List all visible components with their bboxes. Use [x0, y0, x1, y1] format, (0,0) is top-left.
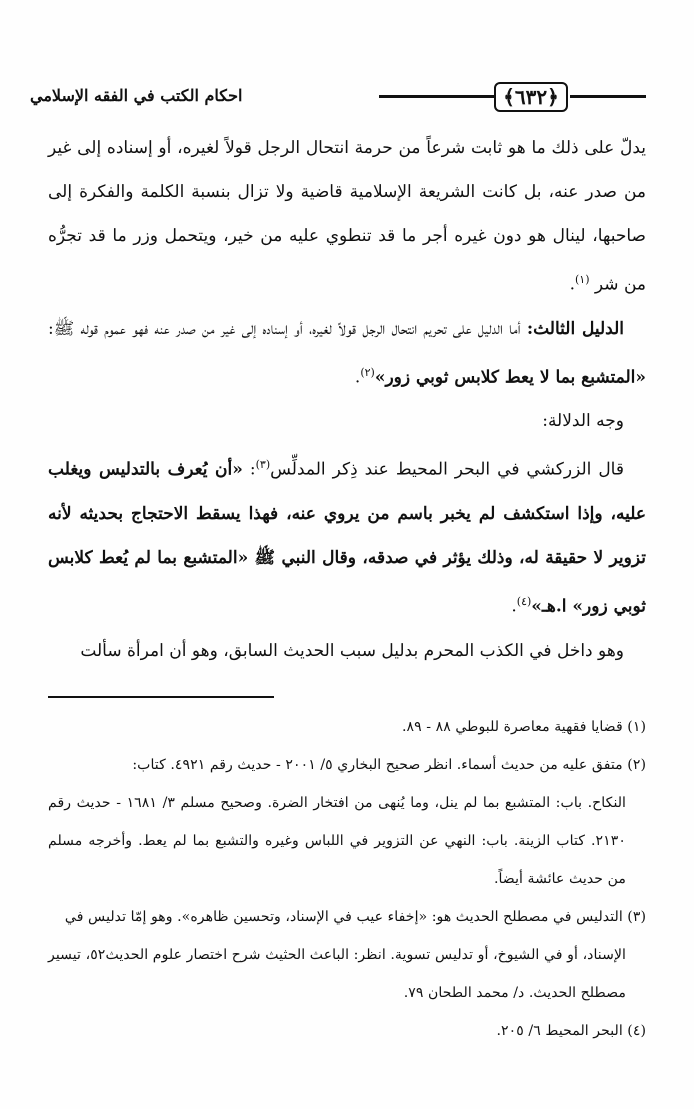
main-text [48, 126, 646, 673]
footnote-3-continued: الإسناد، أو في الشيوخ، أو تدليس تسوية. انظر: الباعث الحثيث شرح اختصار علوم الحديث٥٢، تيسير مصطلح الحديث. د/ محمد الطحان ٧٩. [48, 947, 626, 1001]
footnote-4: (٤) البحر المحيط ٦/ ٢٠٥. [496, 1023, 646, 1039]
paragraph-4-text: قال الزركشي في البحر المحيط عند ذِكر المدلِّس [270, 459, 624, 480]
paragraph-4-end: . [511, 596, 517, 617]
footnote-1: (١) قضايا فقهية معاصرة للبوطي ٨٨ - ٨٩. [402, 719, 646, 735]
paragraph-2 [48, 307, 646, 400]
paragraph-3: وجه الدلالة: [542, 411, 624, 432]
footnote-ref-4: (٤) [516, 594, 532, 608]
footnote-2-continued: النكاح. باب: المتشبع بما لم ينل، وما يُنهى من افتخار الضرة. وصحيح مسلم ٣/ ١٦٨١ - حديث رقم ٢١٣٠. كتاب الزينة. باب: النهي عن التزوير في اللباس وغيره والتشبع بما لم يعط. وأخرجه مسلم من حديث عائشة أيضاً. [48, 795, 626, 887]
paragraph-2-end: . [354, 367, 361, 388]
footnotes [48, 708, 646, 1050]
hadith-quote: «المتشبع بما لا يعط كلابس ثوبي زور» [374, 367, 646, 388]
page-number: ﴿٦٣٢﴾ [494, 82, 568, 112]
paragraph-4-colon: : [242, 459, 256, 480]
paragraph-4 [48, 443, 646, 628]
footnote-ref-2: (٢) [360, 365, 375, 379]
third-evidence-heading: الدليل الثالث: [526, 318, 624, 339]
running-header [30, 78, 646, 118]
book-title: احكام الكتب في الفقه الإسلامي [30, 86, 243, 105]
header-rule-middle [379, 95, 494, 98]
footnote-ref-1: (١) [575, 273, 590, 286]
footnote-separator [48, 696, 274, 698]
paragraph-1-end: . [569, 274, 575, 295]
footnote-ref-3: (٣) [255, 458, 271, 472]
header-rule-right [570, 95, 646, 98]
paragraph-1-text: يدلّ على ذلك ما هو ثابت شرعاً من حرمة انتحال الرجل قولاً لغيره، أو إسناده إلى غير من صدر عنه، بل كانت الشريعة الإسلامية قاضية ولا تزال بنسبة الكلمة والفكرة إلى صاحبها، لينال هو دون غيره أجر ما قد تنطوي عليه من خير، ويتحمل وزر ما قد تجرُّه من شر [48, 138, 646, 295]
paragraph-5: وهو داخل في الكذب المحرم بدليل سبب الحديث السابق، وهو أن امرأة سألت [80, 640, 624, 661]
footnote-2: (٢) متفق عليه من حديث أسماء. انظر صحيح البخاري ٥/ ٢٠٠١ - حديث رقم ٤٩٢١. كتاب: [132, 757, 646, 773]
paragraph-1 [48, 126, 646, 307]
paragraph-2-text: أما الدليل على تحريم انتحال الرجل قولاً لغيره، أو إسناده إلى غير من صدر عنه فهو عموم قوله ﷺ: [48, 318, 527, 339]
footnote-3: (٣) التدليس في مصطلح الحديث هو: «إخفاء عيب في الإسناد، وتحسين ظاهره». وهو إمّا تدليس في [64, 909, 646, 925]
zarkashi-quote: «أن يُعرف بالتدليس ويغلب عليه، وإذا استكشف لم يخبر باسم من يروي عنه، فهذا يسقط الاحتجاج بحديثه لأنه تزوير لا حقيقة له، وذلك يؤثر في صدقه، وقال النبي ﷺ «المتشبع بما لم يُعط كلابس ثوبي زور» ا.هـ» [48, 459, 646, 617]
